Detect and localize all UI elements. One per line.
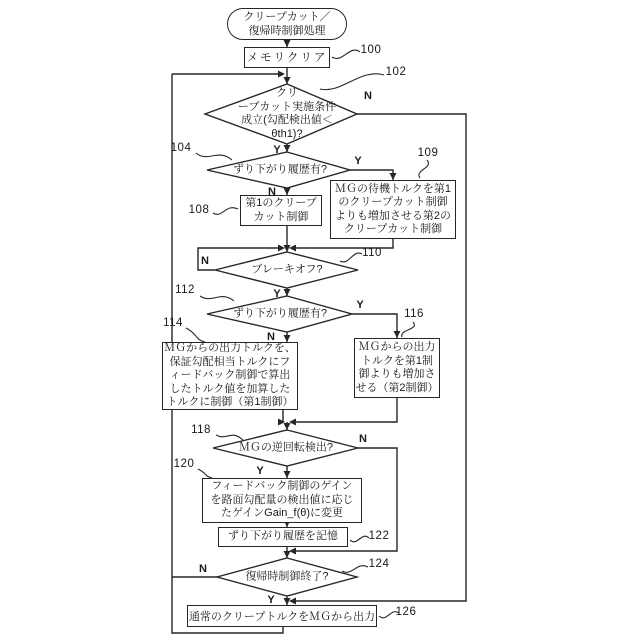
ref-label-108: 108	[188, 204, 210, 216]
ref-label-102: 102	[385, 66, 407, 78]
decision-124-label: 復帰時制御終了?	[245, 570, 329, 583]
ref-label-124: 124	[368, 558, 390, 570]
process-108-label: 第1のクリープ カット制御	[245, 197, 317, 223]
ref-label-110: 110	[362, 247, 382, 259]
branch-118-yes: Y	[256, 465, 264, 477]
process-116-second-control	[354, 338, 440, 398]
decision-118-label: ＭＧの逆回転検出?	[238, 441, 334, 454]
ref-label-104: 104	[170, 142, 192, 154]
decision-124-shape	[217, 558, 357, 596]
process-108-first-creep-cut	[240, 195, 322, 226]
process-114-label: ＭＧからの出力トルクを、 保証勾配相当トルクにフ ィードバック制御で算出 したトルク値を加算した トルクに制御（第1制御）	[164, 342, 296, 409]
ref-label-112: 112	[175, 284, 195, 296]
branch-104-no: N	[268, 186, 276, 198]
branch-118-no: N	[359, 433, 367, 445]
process-100-memory-clear	[244, 47, 330, 68]
process-126-label: 通常のクリープトルクをＭＧから出力	[188, 611, 376, 623]
decision-102-label: クリ ープカット実施条件 成立(勾配検出値＜ θth1)?	[237, 87, 337, 140]
process-120-label: フィードバック制御のゲイン を路面勾配量の検出値に応じ たゲインGain_f(θ)に変更	[210, 480, 354, 520]
decision-112-label: ずり下がり履歴有?	[232, 307, 328, 320]
decision-102-shape	[205, 84, 357, 144]
branch-104-yes: Y	[354, 155, 362, 167]
decision-112-shape	[207, 296, 352, 332]
branch-112-no: N	[267, 331, 275, 343]
ref-label-100: 100	[360, 44, 382, 56]
process-114-first-control	[162, 342, 298, 410]
branch-124-no: N	[199, 563, 207, 575]
process-126-normal-creep-output	[187, 605, 377, 627]
ref-label-109: 109	[417, 147, 439, 159]
terminal-start	[227, 8, 347, 40]
ref-label-118: 118	[191, 424, 211, 436]
process-109-second-creep-cut	[330, 180, 456, 239]
branch-102-no: N	[364, 90, 372, 102]
branch-124-yes: Y	[267, 594, 275, 606]
ref-label-114: 114	[163, 317, 183, 329]
branch-102-yes: Y	[273, 144, 281, 156]
process-122-store-history	[218, 527, 348, 547]
branch-110-no: N	[201, 255, 209, 267]
branch-110-yes: Y	[273, 288, 281, 300]
process-116-label: ＭＧからの出力 トルクを第1制 御よりも増加さ せる（第2制御）	[355, 341, 439, 394]
decision-104-label: ずり下がり履歴有?	[232, 163, 328, 176]
ref-label-122: 122	[368, 530, 390, 542]
process-109-label: ＭＧの待機トルクを第1 のクリープカット制御 よりも増加させる第2の クリープカット制御	[334, 182, 452, 235]
decision-110-label: ブレーキオフ?	[251, 263, 323, 276]
process-120-gain-change	[202, 478, 362, 523]
ref-label-116: 116	[404, 308, 424, 320]
process-100-label: メモリクリア	[246, 51, 328, 64]
terminal-start-label: クリープカット／ 復帰時制御処理	[243, 11, 331, 37]
branch-112-yes: Y	[356, 299, 364, 311]
ref-label-120: 120	[173, 458, 195, 470]
decision-110-shape	[215, 252, 358, 288]
process-122-label: ずり下がり履歴を記憶	[228, 530, 338, 543]
ref-label-126: 126	[395, 606, 417, 618]
